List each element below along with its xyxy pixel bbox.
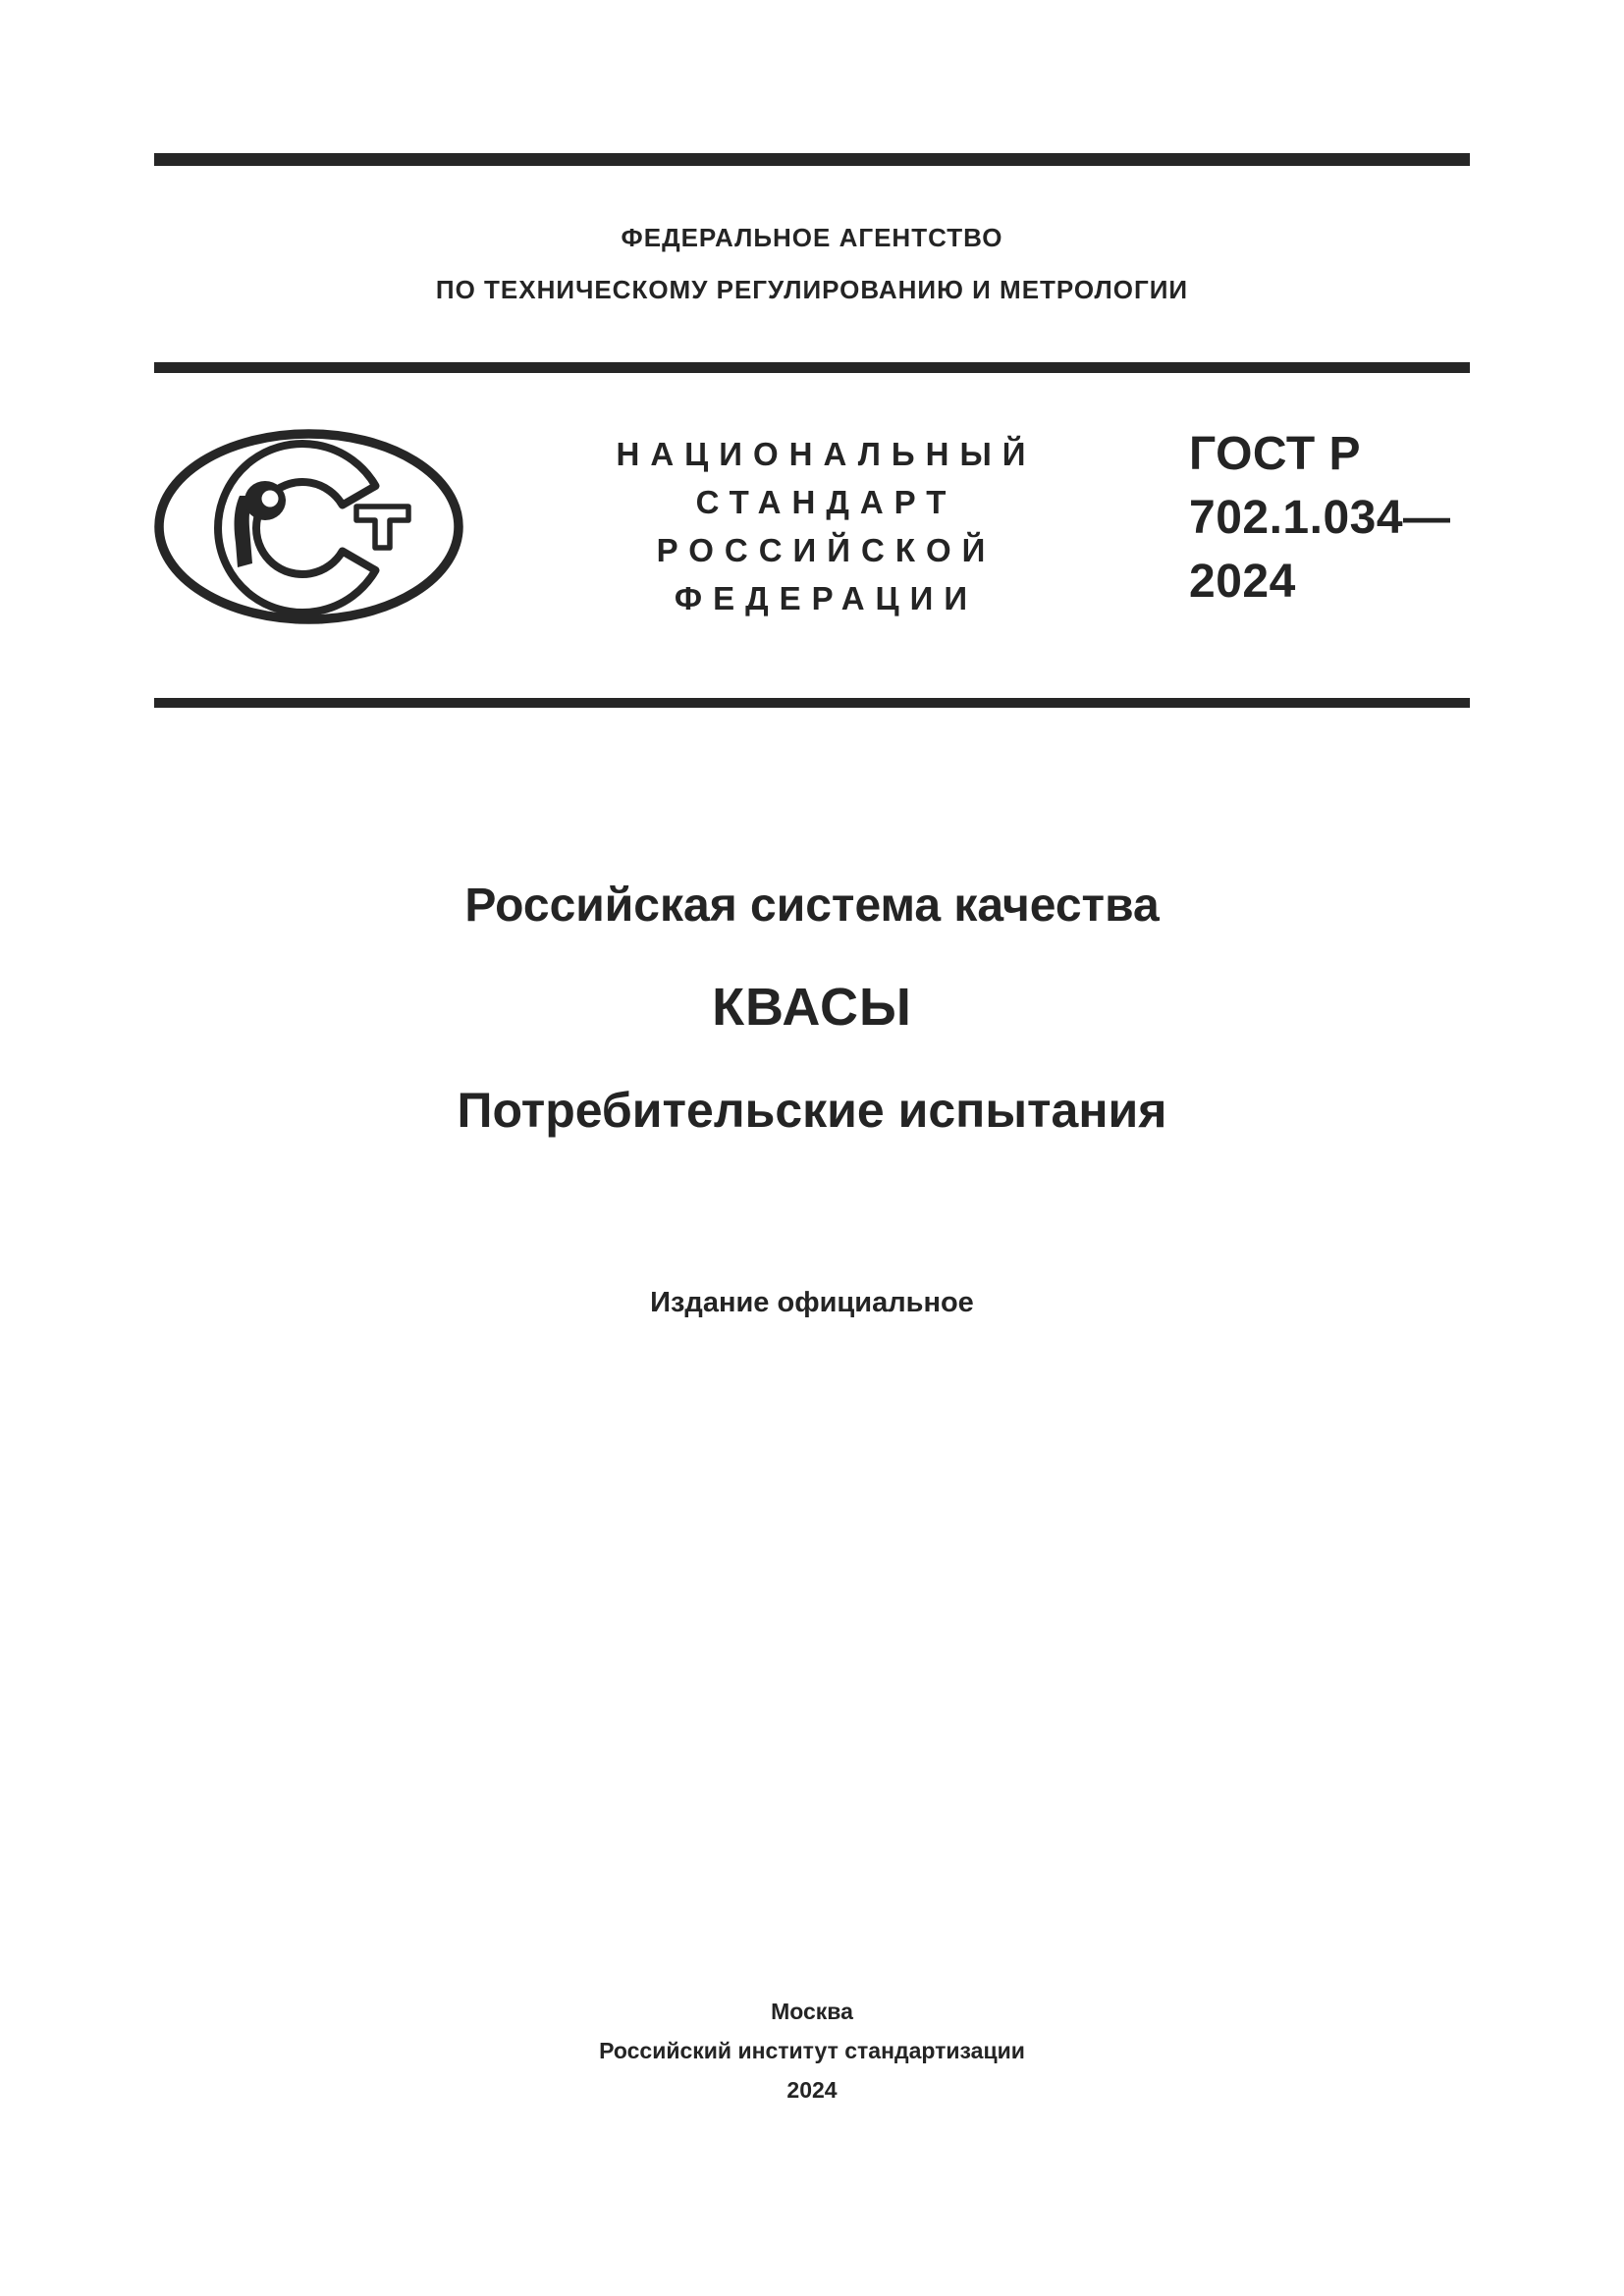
standard-designation-line-2: 702.1.034— [1189, 492, 1451, 544]
national-standard-label [471, 430, 1170, 622]
imprint-year: 2024 [786, 2077, 838, 2103]
imprint-city: Москва [771, 1999, 853, 2024]
standard-designation-line-1: ГОСТ Р [1189, 428, 1362, 480]
standard-designation-line-3: 2024 [1189, 556, 1296, 608]
rst-logo-icon [153, 429, 464, 624]
title-test-kind: Потребительские испытания [457, 1083, 1167, 1138]
edition-note: Издание официальное [650, 1287, 974, 1318]
title-subject: КВАСЫ [712, 978, 912, 1037]
national-standard-label-line-1: НАЦИОНАЛЬНЫЙ [616, 436, 1037, 472]
imprint [154, 1992, 1470, 2109]
national-standard-label-line-2: СТАНДАРТ [695, 484, 957, 520]
national-standard-label-line-4: ФЕДЕРАЦИИ [674, 580, 979, 616]
rst-logo-letter-r-counter [262, 491, 279, 507]
title-quality-system: Российская система качества [464, 880, 1160, 932]
rst-logo-letter-t [356, 507, 408, 548]
national-standard-label-line-3: РОССИЙСКОЙ [656, 532, 997, 568]
imprint-publisher: Российский институт стандартизации [599, 2038, 1025, 2063]
agency-name-line-1: ФЕДЕРАЛЬНОЕ АГЕНТСТВО [621, 223, 1003, 252]
horizontal-rule-top [154, 153, 1470, 166]
horizontal-rule-bottom [154, 698, 1470, 708]
agency-name-line-2: ПО ТЕХНИЧЕСКОМУ РЕГУЛИРОВАНИЮ И МЕТРОЛОГИИ [435, 275, 1189, 304]
standard-designation [1189, 422, 1451, 614]
horizontal-rule-middle [154, 362, 1470, 373]
